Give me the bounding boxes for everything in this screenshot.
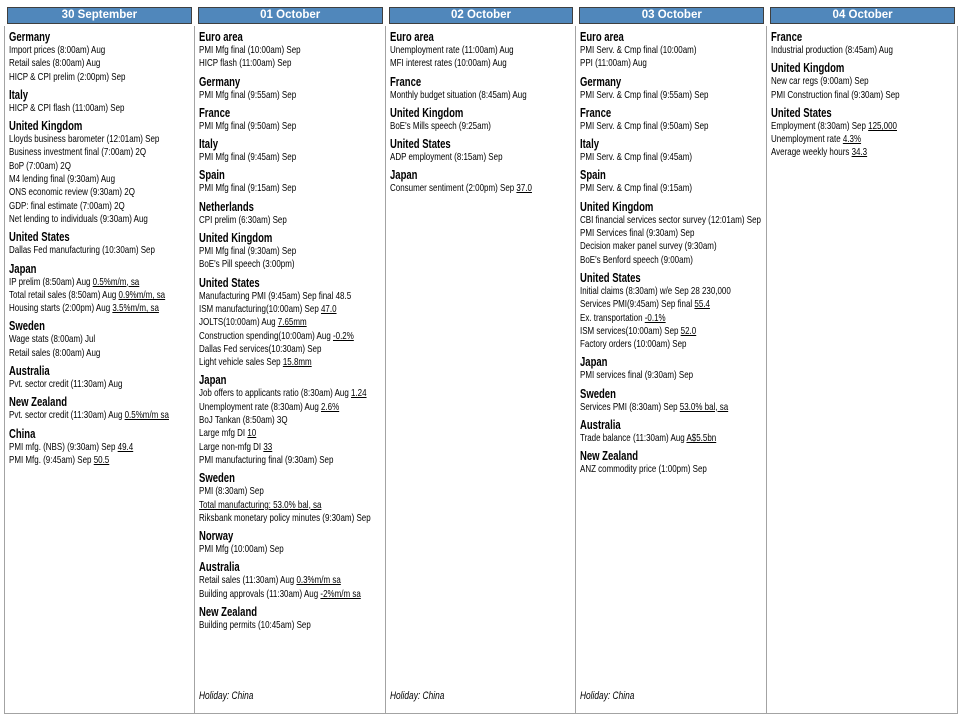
column-content [9,30,193,709]
column-date-header: 04 October [770,7,955,24]
country-name: New Zealand [198,605,257,620]
country-name: Norway [198,529,234,544]
event-item [199,401,384,414]
event-item [580,463,765,476]
country-name: United States [198,275,260,290]
country-section [390,75,575,102]
event-item [9,71,193,84]
event-text: PMI Mfg final (9:50am) Sep [198,119,296,132]
event-item [580,214,765,227]
event-item [199,214,384,227]
country-name: France [771,30,803,44]
event-item [199,512,384,525]
event-text: Construction spending(10:00am) Aug [198,329,333,342]
event-text: HICP & CPI prelim (2:00pm) Sep [9,70,126,83]
country-section [580,271,765,351]
event-item [9,441,193,454]
event-text: Initial claims (8:30am) w/e Sep 28 230,000 [580,284,732,297]
column-body [195,26,386,714]
event-item [580,57,765,70]
country-section [390,168,575,195]
event-value: 0.5%m/m, sa [92,275,140,288]
event-value: 0.5%m/m sa [124,409,169,422]
event-text: Building permits (10:45am) Sep [198,619,311,632]
country-section [199,373,384,467]
event-text: Consumer sentiment (2:00pm) Sep [389,182,517,195]
event-item [199,330,384,343]
country-name: Japan [9,261,37,276]
event-value: -0.1% [645,311,667,324]
country-name: Euro area [580,30,625,44]
event-text: Unemployment rate (8:30am) Aug [198,400,321,413]
event-text: PMI Serv. & Cmp final (9:15am) [580,182,693,195]
event-item [9,200,193,213]
event-item [9,133,193,146]
event-item [580,89,765,102]
event-text: Industrial production (8:45am) Aug [771,44,894,56]
event-item [199,588,384,601]
event-text: PMI Mfg final (10:00am) Sep [198,44,301,56]
event-text: PMI manufacturing final (9:30am) Sep [198,453,334,466]
country-name: Italy [198,137,218,152]
event-text: PMI Services final (9:30am) Sep [580,227,695,240]
country-name: Japan [389,168,418,183]
country-name: Italy [580,137,600,152]
event-item [9,57,193,70]
event-item [199,57,384,70]
column-body [576,26,767,714]
event-item [199,151,384,164]
event-text: Unemployment rate [771,133,844,146]
event-text: Business investment final (7:00am) 2Q [9,146,147,159]
column-body [767,26,958,714]
event-item [199,485,384,498]
event-item [9,409,193,422]
event-item [580,151,765,164]
event-text: Employment (8:30am) Sep [771,119,869,132]
country-section [199,106,384,133]
event-text: PMI Mfg. (9:45am) Sep [9,453,94,466]
column-body [4,26,195,714]
event-item [199,290,384,303]
event-text: Manufacturing PMI (9:45am) Sep final 48.5 [198,289,351,302]
event-text: Job offers to applicants ratio (8:30am) Aug [198,387,351,400]
event-text: Dallas Fed manufacturing (10:30am) Sep [9,244,155,257]
country-section [9,119,193,226]
country-name: United Kingdom [771,61,845,76]
event-text: Wage stats (8:00am) Jul [9,333,96,346]
event-value: 33 [263,440,273,453]
event-text: Services PMI (8:30am) Sep [580,400,681,413]
country-name: United States [9,230,70,245]
event-item [199,303,384,316]
holiday-note: Holiday: China [198,690,254,702]
event-item [199,245,384,258]
event-value: 7.65mm [277,316,307,329]
event-item [390,151,575,164]
column-content [771,30,956,709]
event-text: PMI Construction final (9:30am) Sep [771,88,900,101]
event-text: PMI Serv. & Cmp final (9:50am) Sep [580,119,709,132]
event-item [390,89,575,102]
event-item [580,285,765,298]
event-value: 34.3 [851,146,868,159]
event-value: 49.4 [117,440,134,453]
country-section [199,30,384,71]
event-text: Large non-mfg DI [198,440,264,453]
country-section [580,30,765,71]
event-text: Light vehicle sales Sep [198,356,283,369]
event-text: PMI Mfg final (9:30am) Sep [198,245,296,258]
event-text: Net lending to individuals (9:30am) Aug [9,212,148,225]
event-value: 0.9%m/m, sa [118,288,166,301]
country-name: France [389,74,421,89]
event-text: JOLTS(10:00am) Aug [198,316,278,329]
country-name: China [9,426,36,441]
event-item [199,387,384,400]
country-section [771,106,956,160]
country-name: United States [771,105,832,120]
country-name: New Zealand [580,449,639,464]
event-item [390,57,575,70]
event-item [9,289,193,302]
event-item [580,227,765,240]
event-item [771,75,956,88]
event-text: BoJ Tankan (8:50am) 3Q [198,414,288,427]
calendar-column-2 [195,7,386,714]
event-item [9,173,193,186]
event-value: 52.0 [681,324,697,337]
country-name: Euro area [198,30,243,44]
event-text: Ex. transportation [580,311,646,324]
event-item [199,543,384,556]
country-section [199,137,384,164]
event-text: Unemployment rate (11:00am) Aug [389,44,514,56]
event-text: HICP & CPI flash (11:00am) Sep [9,101,125,114]
event-text: Lloyds business barometer (12:01am) Sep [9,133,160,146]
event-item [199,427,384,440]
event-value: 47.0 [320,302,337,315]
country-name: United Kingdom [198,231,273,246]
event-value: A$5.5bn [686,432,717,445]
event-item [9,454,193,467]
event-text: M4 lending final (9:30am) Aug [9,173,116,186]
country-section [9,230,193,257]
country-name: Australia [580,418,622,433]
country-section [199,231,384,272]
country-name: Germany [9,30,51,44]
event-text: BoE's Pill speech (3:00pm) [198,258,295,271]
event-item [390,120,575,133]
country-section [199,276,384,370]
country-section [580,418,765,445]
event-item [199,44,384,57]
event-text: Building approvals (11:30am) Aug [198,587,321,600]
country-name: United Kingdom [580,199,654,214]
event-value: -2%m/m sa [320,587,361,600]
country-section [771,30,956,57]
event-item [580,254,765,267]
country-section [580,137,765,164]
country-section [199,75,384,102]
event-text: HICP flash (11:00am) Sep [198,57,292,70]
event-item [199,454,384,467]
country-section [199,529,384,556]
country-section [580,200,765,267]
event-text: CPI prelim (6:30am) Sep [198,213,287,226]
event-text: PMI services final (9:30am) Sep [580,369,694,382]
event-item [771,133,956,146]
country-name: Spain [580,168,607,183]
event-item [9,347,193,360]
event-value: 1.24 [350,387,367,400]
event-item [771,44,956,57]
holiday-note: Holiday: China [389,690,444,702]
event-text: CBI financial services sector survey (12:01am) Sep [580,213,762,226]
country-name: United States [580,270,642,285]
event-text: ADP employment (8:15am) Sep [389,151,503,164]
event-text: Retail sales (8:00am) Aug [9,346,101,359]
event-text: Factory orders (10:00am) Sep [580,338,687,351]
column-content [580,30,765,709]
event-value: 53.0% bal, sa [680,400,729,413]
event-text: BoP (7:00am) 2Q [9,159,71,172]
event-text: PMI Serv. & Cmp final (9:55am) Sep [580,88,709,101]
country-section [9,262,193,316]
event-item [580,325,765,338]
event-item [199,574,384,587]
event-item [390,182,575,195]
event-item [580,44,765,57]
country-name: Sweden [580,386,617,401]
event-text: PPI (11:00am) Aug [580,57,648,70]
event-item [9,378,193,391]
event-value: 4.3% [843,133,862,146]
event-text: BoE's Benford speech (9:00am) [580,253,694,266]
event-text: Dallas Fed services(10:30am) Sep [198,342,322,355]
event-text: Riksbank monetary policy minutes (9:30am) Sep [198,511,371,524]
event-item [580,401,765,414]
column-content [390,30,575,709]
country-section [580,387,765,414]
calendar-column-3 [386,7,577,714]
country-name: Japan [580,355,608,370]
event-text: Decision maker panel survey (9:30am) [580,240,718,253]
event-text: MFI interest rates (10:00am) Aug [389,57,507,70]
event-text: IP prelim (8:50am) Aug [9,275,93,288]
country-name: Spain [198,168,225,183]
column-body [386,26,577,714]
event-item [9,146,193,159]
country-section [771,61,956,102]
country-name: New Zealand [9,395,68,410]
event-item [199,182,384,195]
column-date-header: 03 October [579,7,764,24]
column-content [199,30,384,709]
event-value: 37.0 [516,182,532,195]
country-name: France [198,105,230,120]
country-name: Netherlands [198,199,254,214]
event-item [199,89,384,102]
event-item [9,44,193,57]
country-section [580,355,765,382]
country-name: Germany [580,74,622,89]
country-section [199,168,384,195]
country-name: United Kingdom [9,119,83,134]
country-name: Euro area [389,30,434,44]
event-item [9,276,193,289]
event-item [199,343,384,356]
country-name: Germany [198,74,240,89]
country-section [199,605,384,632]
column-date-header: 01 October [198,7,383,24]
event-text: Average weekly hours [771,146,852,159]
event-item [580,369,765,382]
event-value: 15.8mm [282,356,312,369]
event-text: ISM services(10:00am) Sep [580,324,682,337]
event-text: PMI mfg. (NBS) (9:30am) Sep [9,440,118,453]
event-item [199,120,384,133]
country-section [199,471,384,525]
event-value: 50.5 [93,453,110,466]
event-text: ANZ commodity price (1:00pm) Sep [580,463,708,476]
event-text: PMI (8:30am) Sep [198,485,264,498]
event-value: 10 [247,427,257,440]
event-text: Total retail sales (8:50am) Aug [9,288,119,301]
event-item [9,244,193,257]
country-section [580,106,765,133]
event-item [771,146,956,159]
event-item [580,240,765,253]
event-item [580,182,765,195]
event-value: 3.5%m/m, sa [112,302,159,315]
event-text: Pvt. sector credit (11:30am) Aug [9,409,125,422]
event-text: Import prices (8:00am) Aug [9,44,106,56]
country-name: Italy [9,87,29,102]
event-item [9,213,193,226]
event-text: Pvt. sector credit (11:30am) Aug [9,378,123,391]
event-value: 125,000 [868,119,898,132]
event-text: GDP: final estimate (7:00am) 2Q [9,199,125,212]
event-item [199,356,384,369]
country-name: Australia [198,560,240,575]
event-item [9,333,193,346]
event-text: PMI Serv. & Cmp final (10:00am) [580,44,697,56]
event-item [771,120,956,133]
event-text: Services PMI(9:45am) Sep final [580,298,695,311]
country-section [9,88,193,115]
event-item [9,160,193,173]
country-section [9,319,193,360]
event-text: New car regs (9:00am) Sep [771,75,869,88]
country-section [199,200,384,227]
country-name: Australia [9,364,50,379]
country-name: Japan [198,373,227,388]
event-text: ISM manufacturing(10:00am) Sep [198,302,321,315]
country-name: United Kingdom [389,105,463,120]
event-item [580,312,765,325]
event-item [580,338,765,351]
country-section [390,106,575,133]
country-section [580,449,765,476]
event-text: Trade balance (11:30am) Aug [580,432,687,445]
event-text: BoE's Mills speech (9:25am) [389,119,491,132]
event-item [390,44,575,57]
event-text: PMI Mfg (10:00am) Sep [198,543,284,556]
event-text: PMI Serv. & Cmp final (9:45am) [580,151,693,164]
country-name: Sweden [198,471,235,486]
event-item [580,432,765,445]
event-value: 2.6% [320,400,339,413]
event-item [580,298,765,311]
calendar-column-4 [576,7,767,714]
event-text: PMI Mfg final (9:45am) Sep [198,151,296,164]
economic-calendar-table [4,7,958,714]
event-item [199,441,384,454]
event-item [580,120,765,133]
country-name: France [580,105,612,120]
country-section [580,168,765,195]
country-name: United States [389,137,451,152]
event-value: Total manufacturing: 53.0% bal, sa [198,498,322,511]
country-section [390,137,575,164]
country-section [390,30,575,71]
calendar-column-5 [767,7,958,714]
country-section [199,560,384,601]
event-item [199,499,384,512]
column-date-header: 02 October [389,7,574,24]
event-text: ONS economic review (9:30am) 2Q [9,186,135,199]
event-item [9,102,193,115]
event-text: Housing starts (2:00pm) Aug [9,302,113,315]
country-section [9,395,193,422]
event-item [771,89,956,102]
holiday-note: Holiday: China [580,690,635,702]
event-item [199,316,384,329]
event-text: Retail sales (11:30am) Aug [198,574,297,587]
country-section [9,364,193,391]
country-name: Sweden [9,319,45,334]
event-item [199,414,384,427]
event-text: Monthly budget situation (8:45am) Aug [389,88,527,101]
event-item [9,302,193,315]
event-text: PMI Mfg final (9:55am) Sep [198,88,296,101]
event-text: PMI Mfg final (9:15am) Sep [198,182,296,195]
country-section [9,30,193,84]
event-item [9,186,193,199]
country-section [9,427,193,468]
calendar-column-1 [4,7,195,714]
event-text: Large mfg DI [198,427,248,440]
country-section [580,75,765,102]
event-item [199,619,384,632]
event-item [199,258,384,271]
event-value: -0.2% [332,329,354,342]
event-value: 0.3%m/m sa [296,574,341,587]
event-value: 55.4 [694,298,711,311]
event-text: Retail sales (8:00am) Aug [9,57,101,70]
column-date-header: 30 September [7,7,192,24]
